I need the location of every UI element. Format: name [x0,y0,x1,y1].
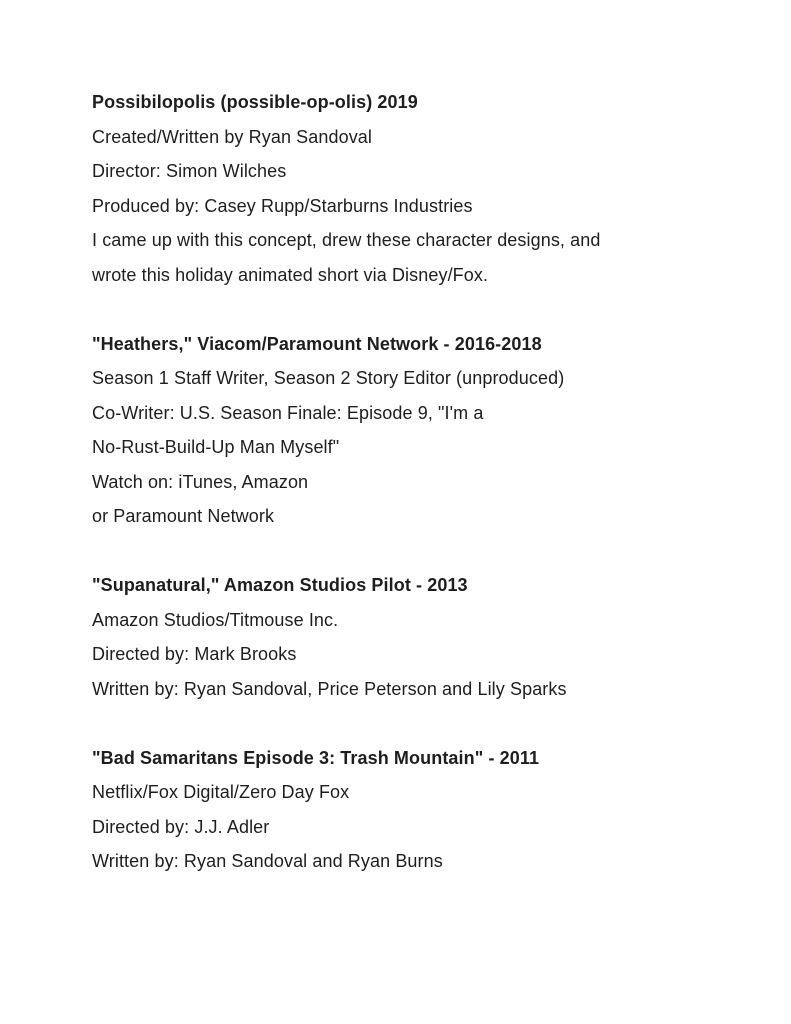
credit-section-possibilopolis [92,85,731,292]
credit-line: Director: Simon Wilches [92,161,287,181]
credit-line: Created/Written by Ryan Sandoval [92,126,373,147]
credit-line: Written by: Ryan Sandoval, Price Peterson and Lily Sparks [92,678,567,699]
credit-line: Directed by: J.J. Adler [92,816,270,837]
credit-section-heathers [92,327,731,534]
credit-line: Written by: Ryan Sandoval and Ryan Burns [92,851,443,871]
credit-line: Directed by: Mark Brooks [92,644,297,664]
section-title: "Heathers," Viacom/Paramount Network - 2016-2018 [92,333,542,354]
credit-line: Co-Writer: U.S. Season Finale: Episode 9, "I'm a [92,402,484,423]
credit-line: wrote this holiday animated short via Disney/Fox. [92,264,489,285]
credit-line: Produced by: Casey Rupp/Starburns Industries [92,195,473,216]
credit-line: I came up with this concept, drew these character designs, and [92,230,601,250]
credit-section-bad-samaritans [92,741,731,879]
credit-line: No-Rust-Build-Up Man Myself" [92,437,340,457]
credit-line: Netflix/Fox Digital/Zero Day Fox [92,782,350,802]
credit-section-supanatural [92,568,731,706]
credit-line: Season 1 Staff Writer, Season 2 Story Editor (unproduced) [92,368,565,388]
credit-line: Watch on: iTunes, Amazon [92,471,309,492]
credit-line: or Paramount Network [92,506,275,526]
section-title: "Bad Samaritans Episode 3: Trash Mountain" - 2011 [92,747,540,768]
section-title: Possibilopolis (possible-op-olis) 2019 [92,92,418,112]
section-title: "Supanatural," Amazon Studios Pilot - 2013 [92,575,468,595]
credit-line: Amazon Studios/Titmouse Inc. [92,609,339,630]
